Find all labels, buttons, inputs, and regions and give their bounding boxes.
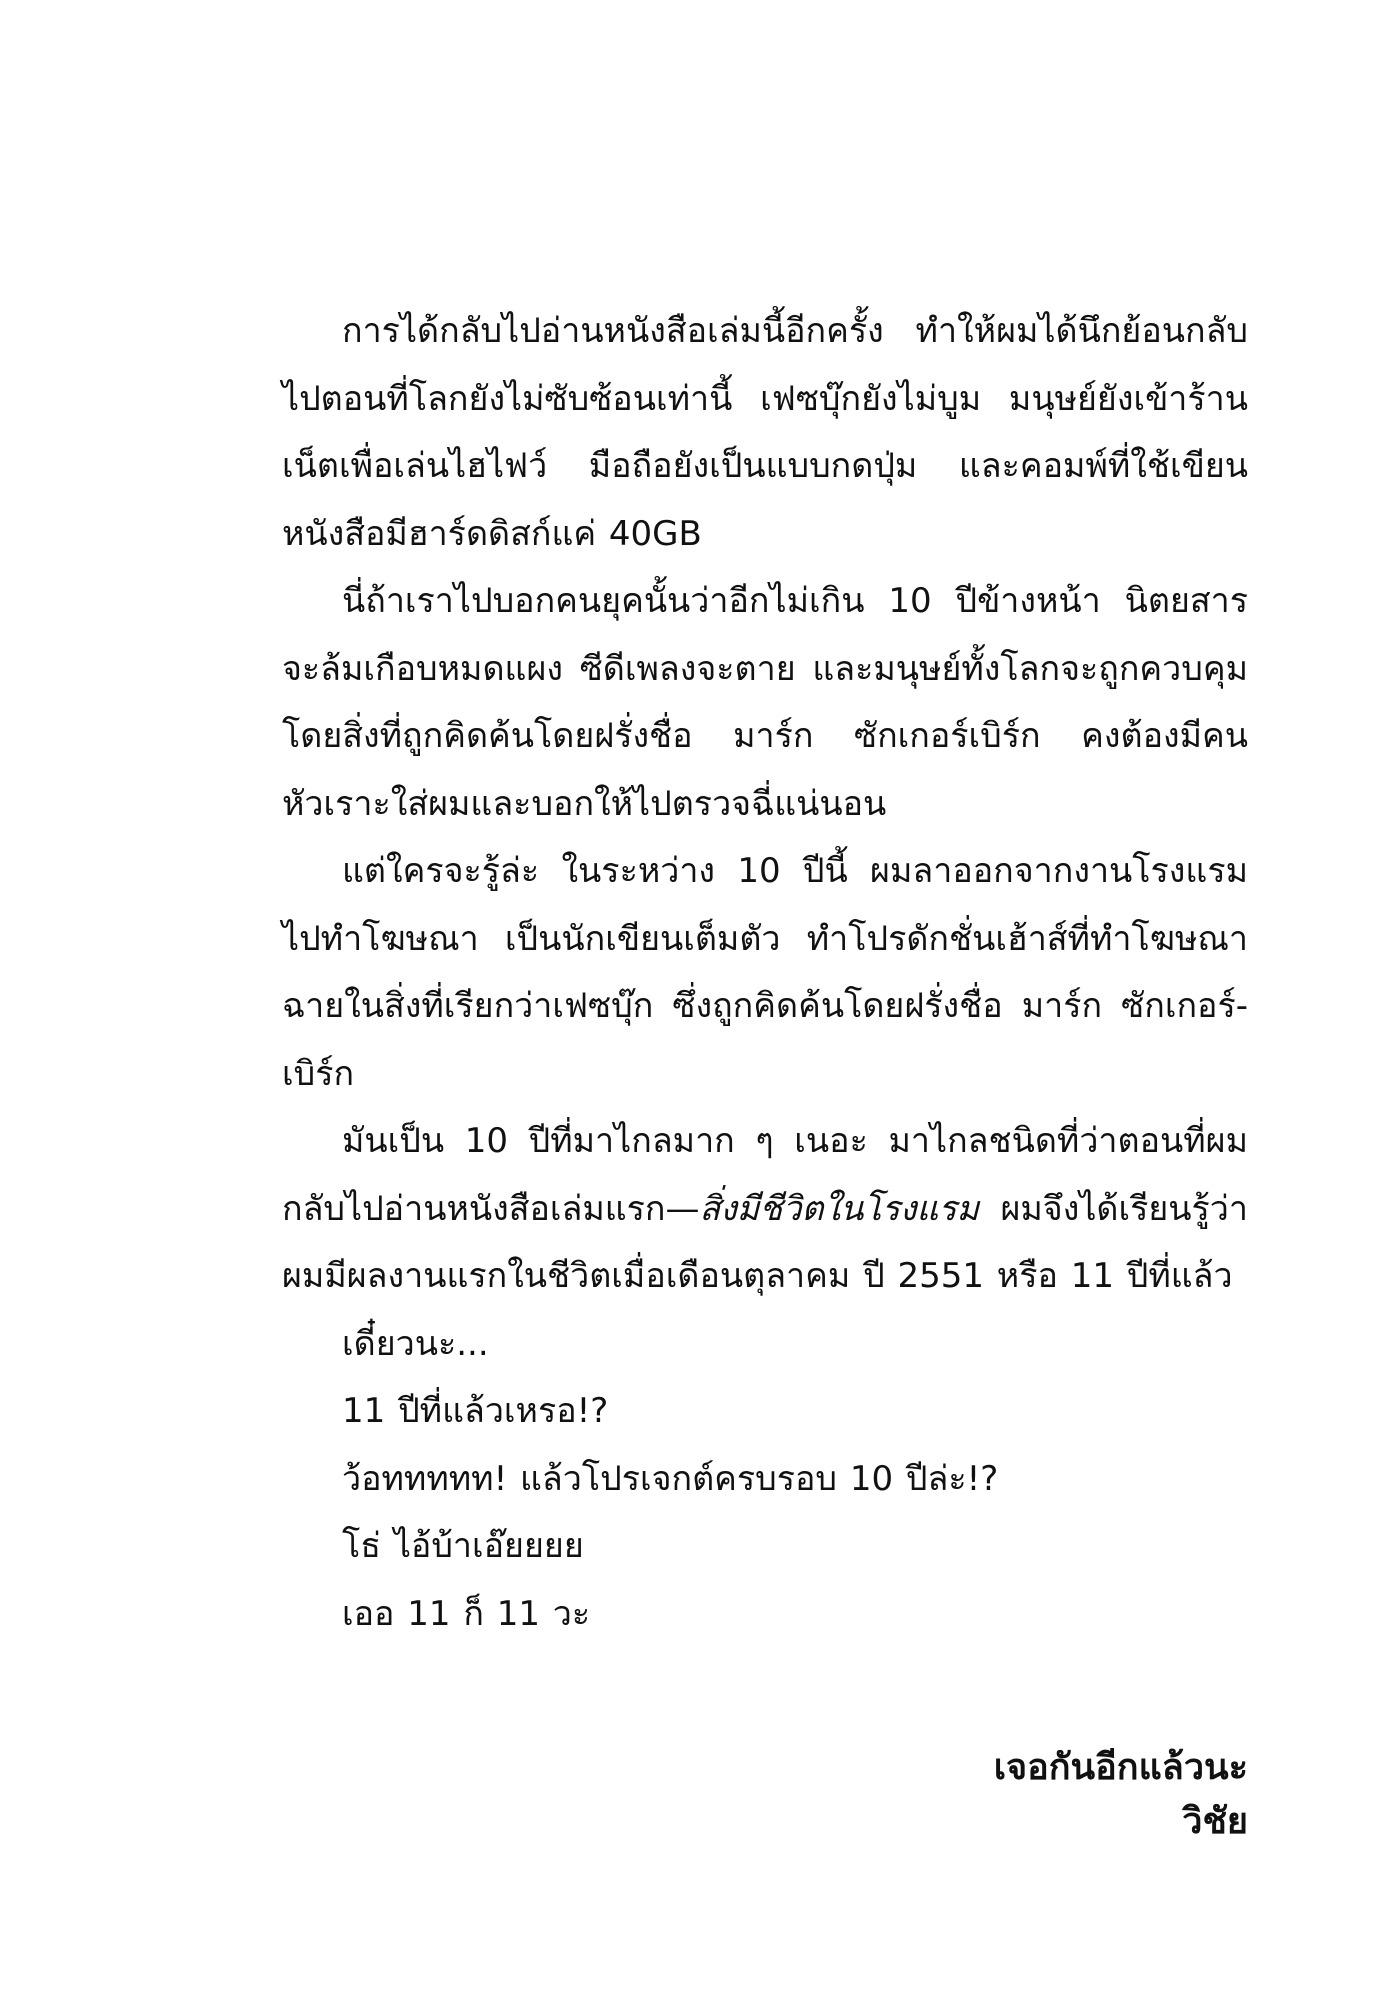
paragraph-8: โธ่ ไอ้บ้าเอ๊ยยยย	[342, 1526, 584, 1566]
paragraph-1: การได้กลับไปอ่านหนังสือเล่มนี้อีกครั้ง ทำให้ผมได้นึกย้อนกลับไปตอนที่โลกยังไม่ซับซ้อนเท่านี้ เฟซบุ๊กยังไม่บูม มนุษย์ยังเข้าร้านเน็ตเพื่อเล่นไฮไฟว์ มือถือยังเป็นแบบกดปุ่ม และคอมพ์ที่ใช้เขียนหนังสือมีฮาร์ดดิสก์แค่ 40GB	[282, 311, 1248, 554]
paragraph-5: เดี๋ยวนะ...	[342, 1323, 489, 1364]
paragraph-4-after: ผมจึงได้เรียนรู้ว่าผมมีผลงานแรกในชีวิตเมื่อเดือนตุลาคม ปี 2551 หรือ 11 ปีที่แล้ว	[282, 1188, 1248, 1296]
paragraph-2: นี่ถ้าเราไปบอกคนยุคนั้นว่าอีกไม่เกิน 10 ปีข้างหน้า นิตยสารจะล้มเกือบหมดแผง ซีดีเพลงจะตาย และมนุษย์ทั้งโลกจะถูกควบคุมโดยสิ่งที่ถูกคิดค้นโดยฝรั่งชื่อ มาร์ก ซักเกอร์เบิร์ก คงต้องมีคนหัวเราะใส่ผมและบอกให้ไปตรวจฉี่แน่นอน	[282, 581, 1248, 824]
author-name: วิชัย	[1182, 1801, 1248, 1842]
paragraph-9: เออ 11 ก็ 11 วะ	[342, 1593, 591, 1634]
preface-body	[282, 298, 1248, 1648]
paragraph-6: 11 ปีที่แล้วเหรอ!?	[342, 1391, 609, 1431]
paragraph-4	[282, 1108, 1248, 1311]
paragraph-4-before: มันเป็น 10 ปีที่มาไกลมาก ๆ เนอะ มาไกลชนิดที่ว่าตอนที่ผมกลับไปอ่านหนังสือเล่มแรก—	[282, 1121, 1248, 1229]
signoff	[994, 1741, 1248, 1849]
signoff-line: เจอกันอีกแล้วนะ	[993, 1747, 1248, 1788]
book-title-italic: สิ่งมีชีวิตในโรงแรม	[699, 1188, 980, 1229]
paragraph-7: ว้อททททท! แล้วโปรเจกต์ครบรอบ 10 ปีล่ะ!?	[342, 1458, 999, 1499]
paragraph-3: แต่ใครจะรู้ล่ะ ในระหว่าง 10 ปีนี้ ผมลาออกจากงานโรงแรมไปทำโฆษณา เป็นนักเขียนเต็มตัว ทำโปรดักชั่นเฮ้าส์ที่ทำโฆษณาฉายในสิ่งที่เรียกว่าเฟซบุ๊ก ซึ่งถูกคิดค้นโดยฝรั่งชื่อ มาร์ก ซักเกอร์-เบิร์ก	[282, 851, 1248, 1094]
